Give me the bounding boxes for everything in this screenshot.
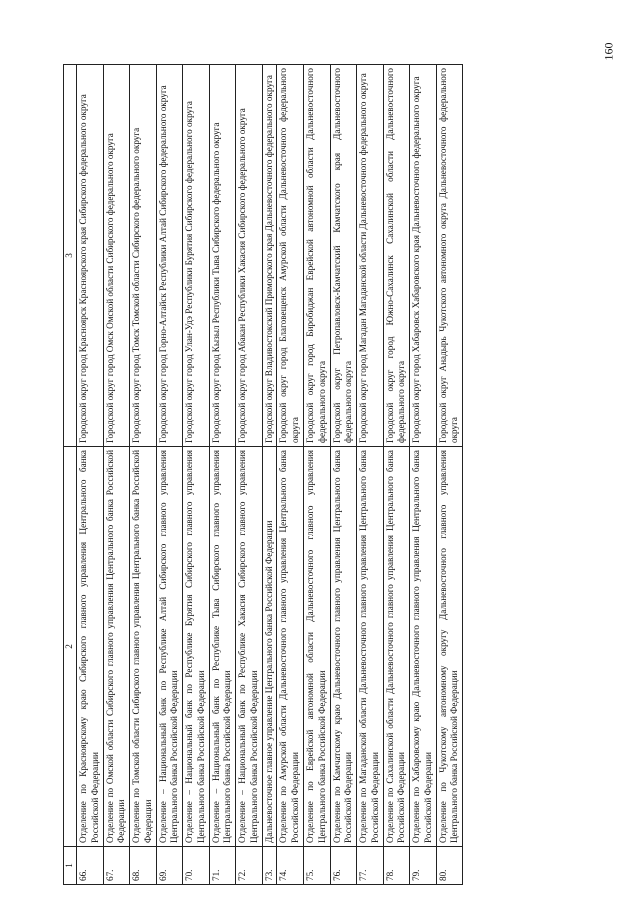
row-number-cell: 76. — [330, 847, 357, 885]
table-row — [410, 65, 437, 885]
table-row — [304, 65, 331, 885]
row-number-cell: 75. — [304, 847, 331, 885]
branch-name-cell: Отделение по Камчатскому краю Дальневосточного главного управления Центрального банка Российской Федерации — [330, 447, 357, 847]
table-body — [77, 65, 463, 885]
table-row — [330, 65, 357, 885]
column-header: 3 — [64, 65, 77, 447]
branch-name-cell: Отделение по Еврейской автономной области Дальневосточного главного управления Центрального банка Российской Федерации — [304, 447, 331, 847]
row-number-cell: 80. — [436, 847, 463, 885]
territory-cell: Городской округ город Горно-Алтайск Республики Алтай Сибирского федерального округа — [156, 65, 183, 447]
branch-name-cell: Отделение по Магаданской области Дальневосточного главного управления Центрального банка Российской Федерации — [357, 447, 384, 847]
row-number-cell: 66. — [77, 847, 104, 885]
page-number: 160 — [601, 42, 616, 61]
row-number-cell: 71. — [209, 847, 236, 885]
row-number-cell: 74. — [277, 847, 304, 885]
branch-name-cell: Отделение по Томской области Сибирского главного управления Центрального банка Российской Федерации — [130, 447, 157, 847]
branch-name-cell: Отделение по Амурской области Дальневосточного главного управления Центрального банка Российской Федерации — [277, 447, 304, 847]
row-number-cell: 72. — [236, 847, 263, 885]
row-number-cell: 73. — [262, 847, 277, 885]
row-number-cell: 79. — [410, 847, 437, 885]
territory-cell: Городской округ город Кызыл Республики Тыва Сибирского федерального округа — [209, 65, 236, 447]
territory-cell: Городской округ город Абакан Республики Хакасия Сибирского федерального округа — [236, 65, 263, 447]
row-number-cell: 78. — [383, 847, 410, 885]
territory-cell: Городской округ город Томск Томской области Сибирского федерального округа — [130, 65, 157, 447]
table-row — [236, 65, 263, 885]
branch-name-cell: Отделение – Национальный банк по Республике Тыва Сибирского главного управления Центрального банка Российской Федерации — [209, 447, 236, 847]
branch-name-cell: Отделение – Национальный банк по Республике Алтай Сибирского главного управления Центрального банка Российской Федерации — [156, 447, 183, 847]
territory-cell: Городской округ город Улан-Удэ Республики Бурятия Сибирского федерального округа — [183, 65, 210, 447]
row-number-cell: 70. — [183, 847, 210, 885]
rotated-table-container — [63, 65, 581, 885]
branch-name-cell: Дальневосточное главное управление Центрального банка Российской Федерации — [262, 447, 277, 847]
territory-cell: Городской округ город Хабаровск Хабаровского края Дальневосточного федерального округа — [410, 65, 437, 447]
branch-name-cell: Отделение по Чукотскому автономному округу Дальневосточного главного управления Центрального банка Российской Федерации — [436, 447, 463, 847]
table-row — [183, 65, 210, 885]
row-number-cell: 67. — [103, 847, 130, 885]
table-row — [383, 65, 410, 885]
table-row — [130, 65, 157, 885]
table-row — [436, 65, 463, 885]
row-number-cell: 68. — [130, 847, 157, 885]
territory-cell: Городской округ Владивостокский Приморского края Дальневосточного федерального округа — [262, 65, 277, 447]
table-row — [77, 65, 104, 885]
branch-name-cell: Отделение по Омской области Сибирского главного управления Центрального банка Российской Федерации — [103, 447, 130, 847]
document-page — [63, 65, 581, 885]
territory-cell: Городской округ Петропавловск-Камчатский Камчатского края Дальневосточного федерального округа — [330, 65, 357, 447]
row-number-cell: 69. — [156, 847, 183, 885]
table-row — [103, 65, 130, 885]
table-row — [156, 65, 183, 885]
territory-cell: Городской округ город Красноярск Красноярского края Сибирского федерального округа — [77, 65, 104, 447]
column-header: 2 — [64, 447, 77, 847]
table-row — [262, 65, 277, 885]
table-row — [357, 65, 384, 885]
territory-cell: Городской округ город Южно-Сахалинск Сахалинской области Дальневосточного федерального округа — [383, 65, 410, 447]
branch-name-cell: Отделение по Красноярскому краю Сибирского главного управления Центрального банка Российской Федерации — [77, 447, 104, 847]
territory-cell: Городской округ город Благовещенск Амурской области Дальневосточного федерального округа — [277, 65, 304, 447]
branch-name-cell: Отделение по Сахалинской области Дальневосточного главного управления Центрального банка Российской Федерации — [383, 447, 410, 847]
table-row — [209, 65, 236, 885]
row-number-cell: 77. — [357, 847, 384, 885]
territory-cell: Городской округ город Биробиджан Еврейской автономной области Дальневосточного федерального округа — [304, 65, 331, 447]
territory-cell: Городской округ Анадырь Чукотского автономного округа Дальневосточного федерального округа — [436, 65, 463, 447]
table-row — [277, 65, 304, 885]
branch-name-cell: Отделение по Хабаровскому краю Дальневосточного главного управления Центрального банка Российской Федерации — [410, 447, 437, 847]
branch-name-cell: Отделение – Национальный банк по Республике Бурятия Сибирского главного управления Центрального банка Российской Федерации — [183, 447, 210, 847]
branch-name-cell: Отделение – Национальный банк по Республике Хакасия Сибирского главного управления Центрального банка Российской Федерации — [236, 447, 263, 847]
territory-cell: Городской округ город Омск Омской области Сибирского федерального округа — [103, 65, 130, 447]
branches-table — [63, 64, 463, 885]
territory-cell: Городской округ город Магадан Магаданской области Дальневосточного федерального округа — [357, 65, 384, 447]
column-header: 1 — [64, 847, 77, 885]
table-header-row — [64, 65, 77, 885]
